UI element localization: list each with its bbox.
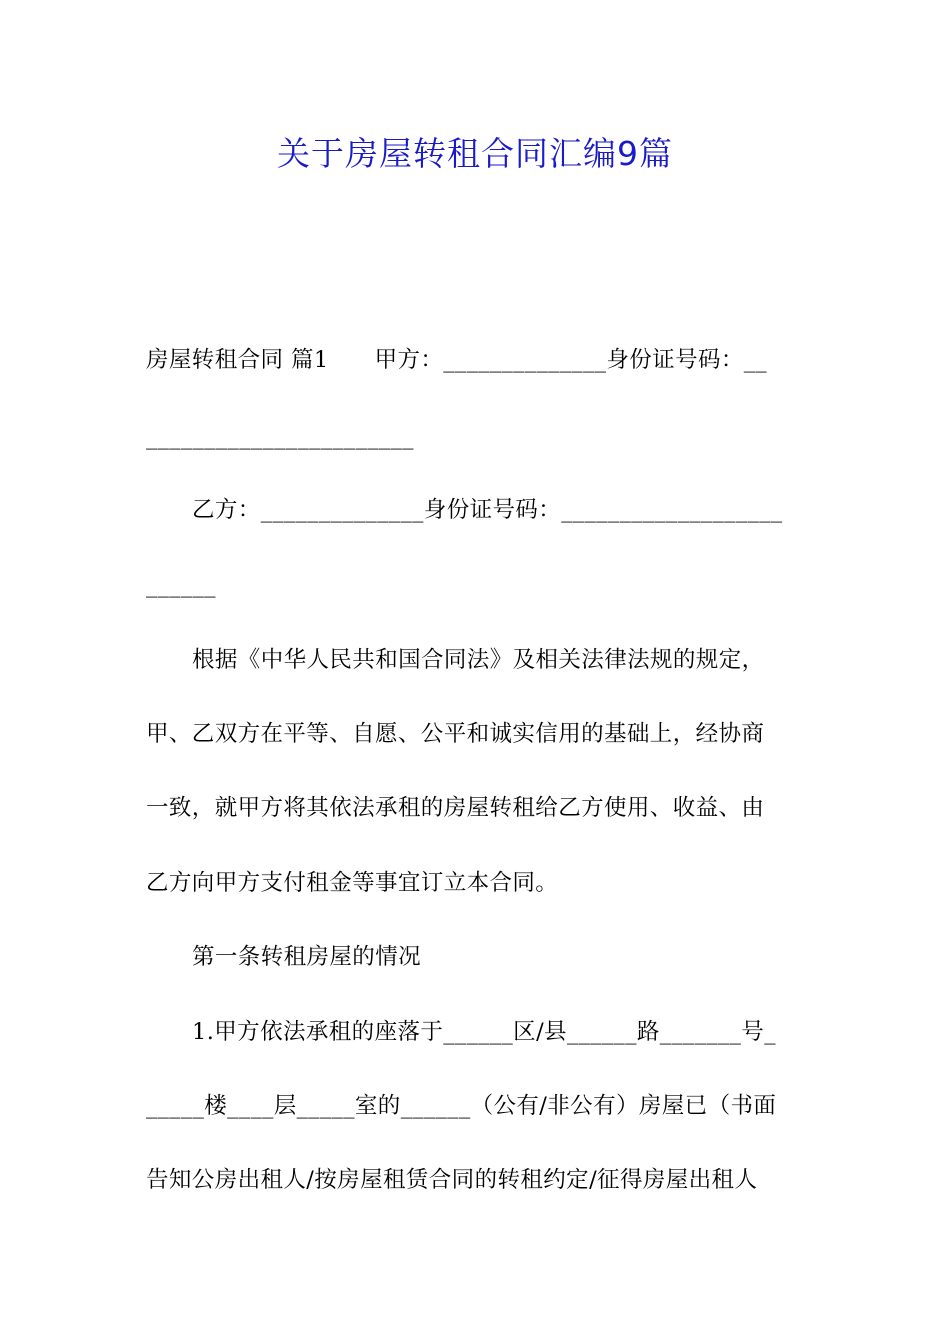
document-title: 关于房屋转租合同汇编9篇 xyxy=(277,134,673,173)
text-line-11: _____楼____层_____室的______（公有/非公有）房屋已（书面 xyxy=(146,1093,777,1119)
party-a-field: 甲方：______________身份证号码：__ xyxy=(374,347,768,373)
text-line-7: 一致，就甲方将其依法承租的房屋转租给乙方使用、收益、由 xyxy=(146,795,765,821)
text-line-5: 根据《中华人民共和国合同法》及相关法律法规的规定， xyxy=(192,647,765,673)
text-line-12: 告知公房出租人/按房屋租赁合同的转租约定/征得房屋出租人 xyxy=(146,1167,758,1193)
clause-heading: 第一条转租房屋的情况 xyxy=(192,944,422,970)
section-heading: 房屋转租合同 篇1 xyxy=(146,347,329,373)
text-line-10: 1.甲方依法承租的座落于______区/县______路_______号_ xyxy=(192,1019,776,1045)
text-line-1 xyxy=(146,345,767,375)
text-line-4: ______ xyxy=(146,572,216,598)
text-line-8: 乙方向甲方支付租金等事宜订立本合同。 xyxy=(146,870,559,896)
text-line-3: 乙方：______________身份证号码：___________________ xyxy=(192,497,783,523)
text-line-2: _______________________ xyxy=(146,424,414,450)
text-line-6: 甲、乙双方在平等、自愿、公平和诚实信用的基础上，经协商 xyxy=(146,721,765,747)
